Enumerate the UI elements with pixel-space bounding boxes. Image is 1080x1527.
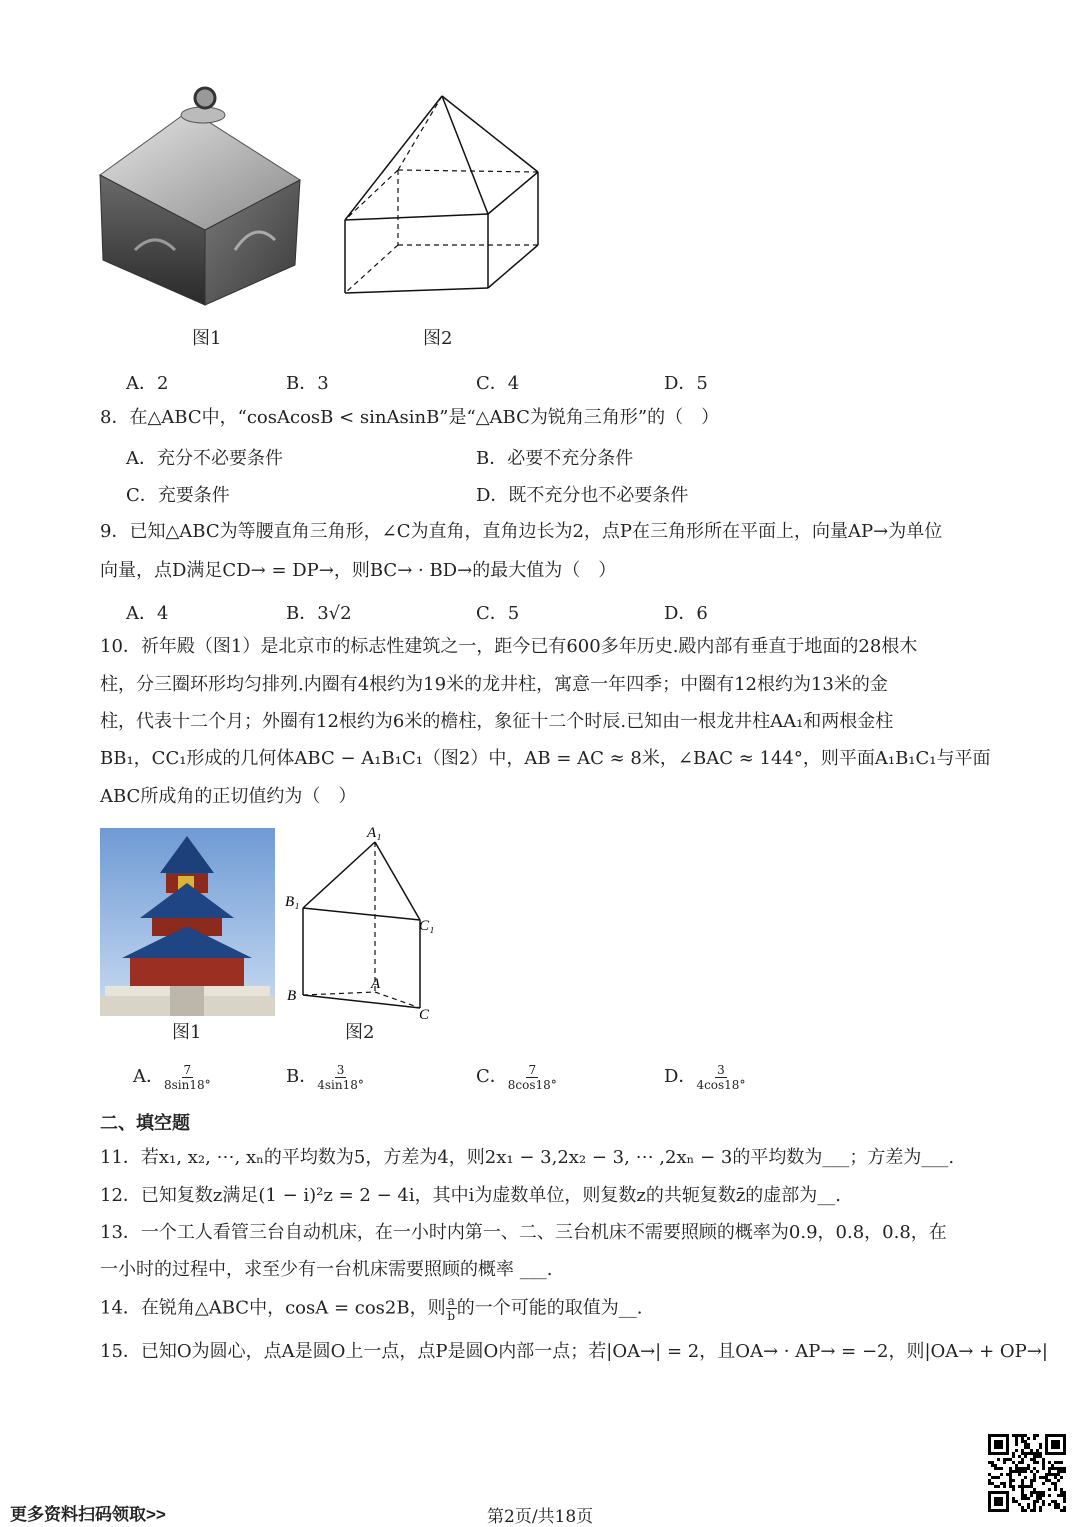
q9-option-b: B．3√2: [286, 603, 352, 624]
question-11: 11．若x₁, x₂, ⋯, xₙ的平均数为5，方差为4，则2x₁ − 3,2x₂ − 3, ⋯ ,2xₙ − 3的平均数为___；方差为___.: [100, 1147, 955, 1168]
q10-option-c: C． $\frac{7}{8\cos 18^\circ}$: [476, 1062, 557, 1092]
figure-2-caption: 图2: [423, 328, 453, 349]
q9-option-c: C．5: [476, 603, 520, 624]
q8-option-c: C．充要条件: [126, 485, 230, 506]
label-a1: A₁: [367, 825, 382, 841]
label-c: C: [419, 1007, 430, 1022]
label-c1: C₁: [419, 918, 435, 934]
q10-option-d: D． $\frac{3}{4\cos 18^\circ}$: [664, 1062, 746, 1092]
figure-1-temple-photo: [100, 828, 275, 1016]
q9-option-d: D．6: [664, 603, 708, 624]
figure-1-box-photo: [95, 80, 305, 310]
q10-option-b: B． $\frac{3}{4\sin 18^\circ}$: [286, 1062, 364, 1092]
question-10-line-3: 柱，代表十二个月；外圈有12根约为6米的檐柱，象征十二个时辰.已知由一根龙井柱AA₁和两根金柱: [100, 711, 894, 732]
question-9-line-2: 向量，点D满足CD→ = DP→，则BC→ · BD→的最大值为（ ）: [100, 560, 617, 581]
footer-more-resources-link[interactable]: 更多资料扫码领取>>: [10, 1505, 166, 1524]
label-b1: B₁: [285, 894, 300, 910]
question-10-line-5: ABC所成角的正切值约为（ ）: [100, 786, 357, 807]
question-12: 12．已知复数z满足(1 − i)²z = 2 − 4i，其中i为虚数单位，则复数z的共轭复数z̄的虚部为__.: [100, 1185, 842, 1206]
q10-option-a: A． $\frac{7}{8\sin 18^\circ}$: [133, 1062, 211, 1092]
label-a: A: [371, 976, 381, 992]
figure-2-triangular-prism: [283, 822, 443, 1022]
q10-figure-1-caption: 图1: [172, 1022, 202, 1043]
q7-option-d: D．5: [664, 373, 708, 394]
question-9-line-1: 9．已知△ABC为等腰直角三角形，∠C为直角，直角边长为2，点P在三角形所在平面上，向量AP→为单位: [100, 521, 943, 542]
label-b: B: [287, 988, 297, 1004]
q7-option-c: C．4: [476, 373, 520, 394]
question-13-line-1: 13．一个工人看管三台自动机床，在一小时内第一、二、三台机床不需要照顾的概率为0.9，0.8，0.8，在: [100, 1222, 947, 1243]
question-13-line-2: 一小时的过程中，求至少有一台机床需要照顾的概率 ___.: [100, 1259, 553, 1280]
question-14: 14．在锐角△ABC中，cosA = cos2B，则 $\frac{a}{b}$ 的一个可能的取值为__.: [100, 1294, 643, 1323]
question-10-line-1: 10．祈年殿（图1）是北京市的标志性建筑之一，距今已有600多年历史.殿内部有垂直于地面的28根木: [100, 636, 918, 657]
question-8: 8．在△ABC中，“cosAcosB < sinAsinB”是“△ABC为锐角三角形”的（ ）: [100, 407, 720, 428]
q8-option-b: B．必要不充分条件: [476, 448, 634, 469]
qr-code: [988, 1434, 1066, 1512]
question-15: 15．已知O为圆心，点A是圆O上一点，点P是圆O内部一点；若|OA→| = 2，且OA→ · AP→ = −2，则|OA→ + OP→|: [100, 1341, 1048, 1362]
q8-option-d: D．既不充分也不必要条件: [476, 485, 689, 506]
section-title-fill-in: 二、填空题: [100, 1113, 190, 1134]
figure-2-pyramid-prism: [340, 90, 545, 300]
figure-1-caption: 图1: [192, 328, 222, 349]
q7-option-b: B．3: [286, 373, 329, 394]
q8-option-a: A．充分不必要条件: [126, 448, 283, 469]
q9-option-a: A．4: [126, 603, 169, 624]
q10-figure-2-caption: 图2: [345, 1022, 375, 1043]
question-10-line-2: 柱，分三圈环形均匀排列.内圈有4根约为19米的龙井柱，寓意一年四季；中圈有12根约为13米的金: [100, 674, 888, 695]
footer-page-number: 第2页/共18页: [487, 1507, 594, 1527]
q7-option-a: A．2: [126, 373, 169, 394]
question-10-line-4: BB₁，CC₁形成的几何体ABC − A₁B₁C₁（图2）中，AB = AC ≈ 8米，∠BAC ≈ 144°，则平面A₁B₁C₁与平面: [100, 748, 991, 769]
